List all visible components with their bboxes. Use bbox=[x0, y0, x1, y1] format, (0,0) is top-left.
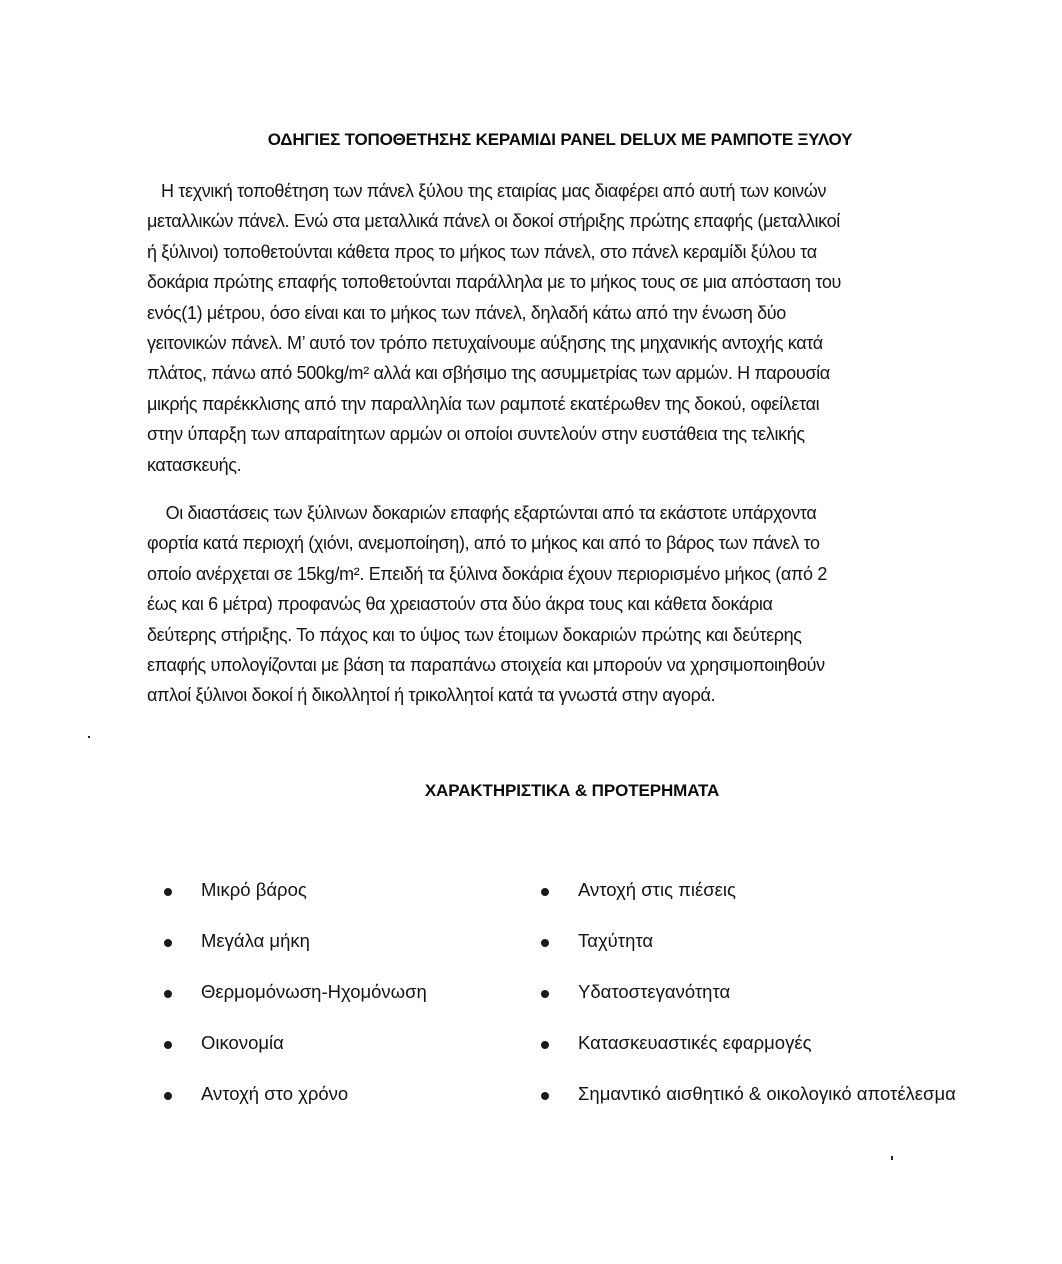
feature-item bbox=[164, 1032, 427, 1083]
paragraph-line: δεύτερης στήριξης. Το πάχος και το ύψος των έτοιμων δοκαριών πρώτης και δεύτερης bbox=[147, 624, 802, 645]
paragraph-line: πλάτος, πάνω από 500kg/m² αλλά και σβήσιμο της ασυμμετρίας των αρμών. Η παρουσία bbox=[147, 363, 830, 384]
feature-item bbox=[164, 1083, 427, 1134]
paragraph-line: κατασκευής. bbox=[147, 454, 242, 475]
document-title: ΟΔΗΓΙΕΣ ΤΟΠΟΘΕΤΗΣΗΣ ΚΕΡΑΜΙΔΙ PANEL DELUX ΜΕ ΡΑΜΠΟΤΕ ΞΥΛΟΥ bbox=[267, 130, 853, 149]
feature-label: Οικονομία bbox=[201, 1032, 284, 1053]
feature-item bbox=[541, 930, 956, 981]
bullet-icon bbox=[541, 990, 549, 998]
paragraph-line: ενός(1) μέτρου, όσο είναι και το μήκος των πάνελ, δηλαδή κάτω από την ένωση δύο bbox=[147, 302, 786, 323]
bullet-icon bbox=[541, 1092, 549, 1100]
feature-label: Μεγάλα μήκη bbox=[201, 930, 310, 951]
feature-item bbox=[541, 981, 956, 1032]
feature-label: Ταχύτητα bbox=[578, 930, 654, 951]
bullet-icon bbox=[164, 1041, 172, 1049]
paragraph-line: φορτία κατά περιοχή (χιόνι, ανεμοποίηση), από το μήκος και από το βάρος των πάνελ το bbox=[147, 533, 820, 554]
paragraph-line: έως και 6 μέτρα) προφανώς θα χρειαστούν στα δύο άκρα τους και κάθετα δοκάρια bbox=[147, 594, 773, 615]
bullet-icon bbox=[541, 939, 549, 947]
paragraph-line: επαφής υπολογίζονται με βάση τα παραπάνω στοιχεία και μπορούν να χρησιμοποιηθούν bbox=[147, 655, 825, 676]
paragraph-line: μικρής παρέκκλισης από την παραλληλία των ραμποτέ εκατέρωθεν της δοκού, οφείλεται bbox=[147, 393, 820, 414]
paragraph-line: οποίο ανέρχεται σε 15kg/m². Επειδή τα ξύλινα δοκάρια έχουν περιορισμένο μήκος (από 2 bbox=[147, 563, 828, 584]
scan-speck bbox=[88, 736, 90, 738]
feature-label: Αντοχή στις πιέσεις bbox=[578, 879, 736, 900]
paragraph-line: γειτονικών πάνελ. Μ’ αυτό τον τρόπο πετυχαίνουμε αύξησης της μηχανικής αντοχής κατά bbox=[147, 333, 823, 354]
bullet-icon bbox=[164, 990, 172, 998]
paragraph-line: Οι διαστάσεις των ξύλινων δοκαριών επαφής εξαρτώνται από τα εκάστοτε υπάρχοντα bbox=[147, 503, 817, 523]
feature-label: Θερμομόνωση-Ηχομόνωση bbox=[201, 981, 427, 1002]
feature-item bbox=[164, 930, 427, 981]
paragraph-line: ή ξύλινοι) τοποθετούνται κάθετα προς το μήκος των πάνελ, στο πάνελ κεραμίδι ξύλου τα bbox=[147, 241, 817, 262]
bullet-icon bbox=[541, 888, 549, 896]
features-list-left bbox=[164, 879, 427, 1134]
feature-label: Αντοχή στο χρόνο bbox=[201, 1083, 349, 1104]
feature-item bbox=[541, 879, 956, 930]
feature-label: Μικρό βάρος bbox=[201, 879, 307, 900]
features-title: ΧΑΡΑΚΤΗΡΙΣΤΙΚΑ & ΠΡΟΤΕΡΗΜΑΤΑ bbox=[424, 781, 720, 800]
scan-speck bbox=[891, 1156, 893, 1160]
features-list-right bbox=[541, 879, 956, 1134]
feature-item bbox=[541, 1083, 956, 1134]
feature-item bbox=[164, 981, 427, 1032]
paragraph-line: μεταλλικών πάνελ. Ενώ στα μεταλλικά πάνελ οι δοκοί στήριξης πρώτης επαφής (μεταλλικοί bbox=[147, 211, 840, 232]
bullet-icon bbox=[164, 1092, 172, 1100]
paragraph-line: στην ύπαρξη των απαραίτητων αρμών οι οποίοι συντελούν στην ευστάθεια της τελικής bbox=[147, 424, 805, 445]
paragraph-line: απλοί ξύλινοι δοκοί ή δικολλητοί ή τρικολλητοί κατά τα γνωστά στην αγορά. bbox=[147, 685, 716, 706]
feature-label: Υδατοστεγανότητα bbox=[578, 981, 731, 1002]
paragraph-line: Η τεχνική τοποθέτηση των πάνελ ξύλου της εταιρίας μας διαφέρει από αυτή των κοινών bbox=[147, 181, 827, 201]
feature-item bbox=[541, 1032, 956, 1083]
paragraph-installation bbox=[147, 176, 967, 480]
paragraph-dimensions bbox=[147, 498, 967, 711]
feature-label: Σημαντικό αισθητικό & οικολογικό αποτέλεσμα bbox=[578, 1083, 956, 1104]
feature-item bbox=[164, 879, 427, 930]
bullet-icon bbox=[541, 1041, 549, 1049]
bullet-icon bbox=[164, 939, 172, 947]
bullet-icon bbox=[164, 888, 172, 896]
feature-label: Κατασκευαστικές εφαρμογές bbox=[578, 1032, 812, 1053]
paragraph-line: δοκάρια πρώτης επαφής τοποθετούνται παράλληλα με το μήκος τους σε μια απόσταση του bbox=[147, 272, 841, 293]
